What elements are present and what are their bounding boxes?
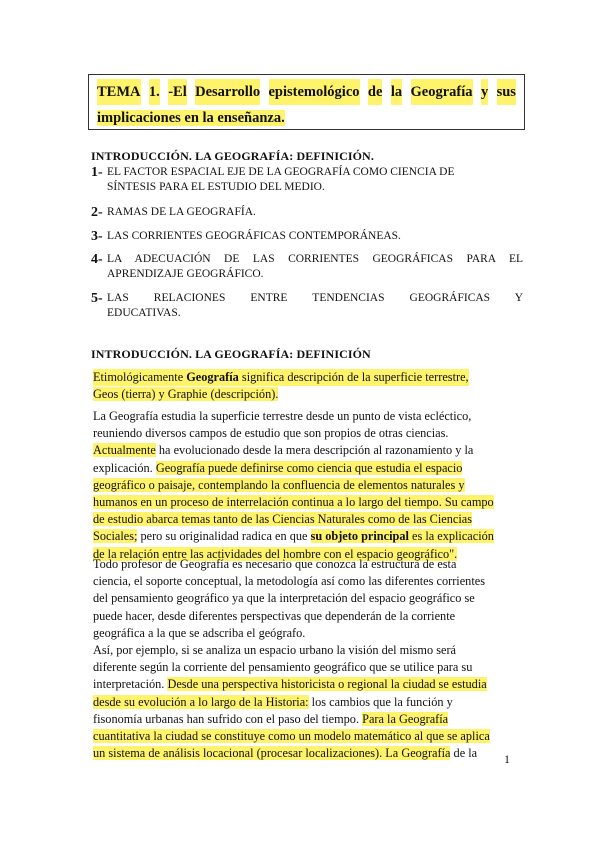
- text-run: Actualmente: [93, 443, 156, 458]
- toc-line: APRENDIZAJE GEOGRÁFICO.: [107, 268, 264, 280]
- text-line: Así, por ejemplo, si se analiza un espacio urbano la visión del mismo será: [93, 643, 457, 657]
- toc-item-3: [91, 229, 523, 244]
- text-run: Etimológicamente: [93, 370, 187, 384]
- text-run: de la relación entre las actividades del hombre con el espacio geográfico".: [93, 546, 458, 561]
- toc-item-1: [91, 165, 523, 195]
- title-word: sus: [497, 79, 516, 105]
- text-run: significa descripción de la superficie terrestre,: [238, 370, 469, 384]
- text-run: geográfico o paisaje, contemplando la confluencia de elementos naturales y: [93, 477, 465, 492]
- toc-line: EL FACTOR ESPACIAL EJE DE LA GEOGRAFÍA COMO CIENCIA DE: [107, 166, 455, 178]
- paragraph-etymology: [93, 369, 483, 403]
- toc-number: 4-: [91, 252, 103, 267]
- text-line: [93, 442, 483, 459]
- text-line: [93, 369, 483, 386]
- toc-number: 2-: [91, 205, 103, 220]
- text-line: La Geografía estudia la superficie terrestre desde un punto de vista ecléctico,: [93, 409, 472, 423]
- text-run: Sociales;: [93, 529, 138, 544]
- text-line: [93, 694, 483, 711]
- toc-item-4: [91, 252, 523, 282]
- text-run: desde su evolución a lo largo de la Historia:: [93, 694, 309, 709]
- text-line: ciencia, el soporte conceptual, la metodología así como las diferentes corrientes: [93, 574, 485, 589]
- text-line: [93, 511, 483, 528]
- toc-line: LAS RELACIONES ENTRE TENDENCIAS GEOGRÁFICAS Y: [107, 292, 523, 304]
- text-run: los cambios que la función y: [308, 694, 453, 709]
- paragraph-definition: [93, 408, 494, 563]
- title-word: de: [368, 79, 383, 105]
- title-line-2-text: implicaciones en la enseñanza.: [97, 110, 285, 126]
- title-word: 1.: [149, 79, 160, 105]
- toc-line: EDUCATIVAS.: [107, 307, 181, 319]
- toc-intro: INTRODUCCIÓN. LA GEOGRAFÍA: DEFINICIÓN.: [91, 149, 374, 163]
- text-line: [93, 728, 490, 745]
- text-bold-run: su objeto principal: [310, 529, 409, 544]
- text-run: humanos en un proceso de interrelación continua a lo largo del tiempo. Su campo: [93, 495, 494, 510]
- paragraph-urban-example: [93, 642, 490, 762]
- toc-text: [107, 165, 523, 195]
- text-run: es la explicación: [408, 529, 494, 544]
- title-line-1: [97, 79, 516, 105]
- text-line: [93, 528, 494, 545]
- text-bold-run: Geografía: [186, 370, 239, 384]
- text-line: [93, 460, 483, 477]
- toc-number: 5-: [91, 291, 103, 306]
- title-word: epistemológico: [269, 79, 360, 105]
- toc-number: 1-: [91, 165, 103, 180]
- text-run: pero su originalidad radica en que: [137, 529, 311, 544]
- text-run: interpretación.: [93, 677, 168, 692]
- toc-item-5: [91, 291, 523, 321]
- text-line: Todo profesor de Geografía es necesario que conozca la estructura de esta: [93, 557, 457, 571]
- title-word: Geografía: [411, 79, 473, 105]
- text-line: [93, 386, 483, 403]
- text-run: fisonomía urbanas han sufrido con el paso del tiempo.: [93, 711, 363, 726]
- text-line: puede hacer, desde diferentes perspectivas que dependerán de la corriente: [93, 608, 456, 623]
- page-number: 1: [504, 752, 510, 766]
- title-word: la: [391, 79, 402, 105]
- toc-text: [107, 205, 523, 220]
- text-line: geográfica a la que se adscriba el geógrafo.: [93, 625, 306, 640]
- text-line: diferente según la corriente del pensamiento geográfico que se utilice para su: [93, 660, 473, 675]
- text-run: de estudio abarca temas tanto de las Ciencias Naturales como de las Ciencias: [93, 512, 473, 527]
- text-line: [93, 494, 494, 511]
- title-word: y: [481, 79, 488, 105]
- toc-text: [107, 252, 523, 282]
- text-run: Geos (tierra) y Graphie (descripción).: [93, 387, 279, 402]
- text-run: Para la Geografía: [362, 711, 449, 726]
- toc-line: SÍNTESIS PARA EL ESTUDIO DEL MEDIO.: [107, 181, 325, 193]
- paragraph-teacher: [93, 556, 483, 642]
- toc-text: [107, 291, 523, 321]
- text-line: [93, 477, 483, 494]
- document-title-box: [88, 74, 525, 130]
- title-word: TEMA: [97, 79, 141, 105]
- text-line: del pensamiento geográfico ya que la interpretación del espacio geográfico se: [93, 591, 475, 606]
- toc-line: LA ADECUACIÓN DE LAS CORRIENTES GEOGRÁFICAS PARA EL: [107, 253, 523, 265]
- toc-text: [107, 229, 523, 244]
- text-run: Desde una perspectiva historicista o regional la ciudad se estudia: [167, 677, 487, 692]
- title-word: Desarrollo: [195, 79, 260, 105]
- text-run: cuantitativa la ciudad se constituye como un modelo matemático al que se aplica: [93, 729, 490, 744]
- toc-line: RAMAS DE LA GEOGRAFÍA.: [107, 206, 256, 218]
- text-line: [93, 745, 483, 762]
- text-run: explicación.: [93, 460, 156, 475]
- title-line-2: [97, 105, 516, 131]
- text-run: de la: [450, 746, 478, 761]
- text-run: un sistema de análisis locacional (procesar localizaciones). La Geografía: [93, 746, 451, 761]
- text-line: [93, 711, 483, 728]
- text-run: ha evolucionado desde la mera descripción al razonamiento y la: [155, 443, 474, 458]
- toc-number: 3-: [91, 229, 103, 244]
- text-line: reuniendo diversos campos de estudio que son propios de otras ciencias.: [93, 426, 449, 441]
- toc-line: LAS CORRIENTES GEOGRÁFICAS CONTEMPORÁNEAS.: [107, 230, 401, 242]
- toc-item-2: [91, 205, 523, 220]
- text-line: [93, 676, 487, 693]
- section-heading: INTRODUCCIÓN. LA GEOGRAFÍA: DEFINICIÓN: [91, 347, 371, 361]
- title-word: -El: [168, 79, 187, 105]
- text-run: Geografía puede definirse como ciencia que estudia el espacio: [155, 460, 463, 475]
